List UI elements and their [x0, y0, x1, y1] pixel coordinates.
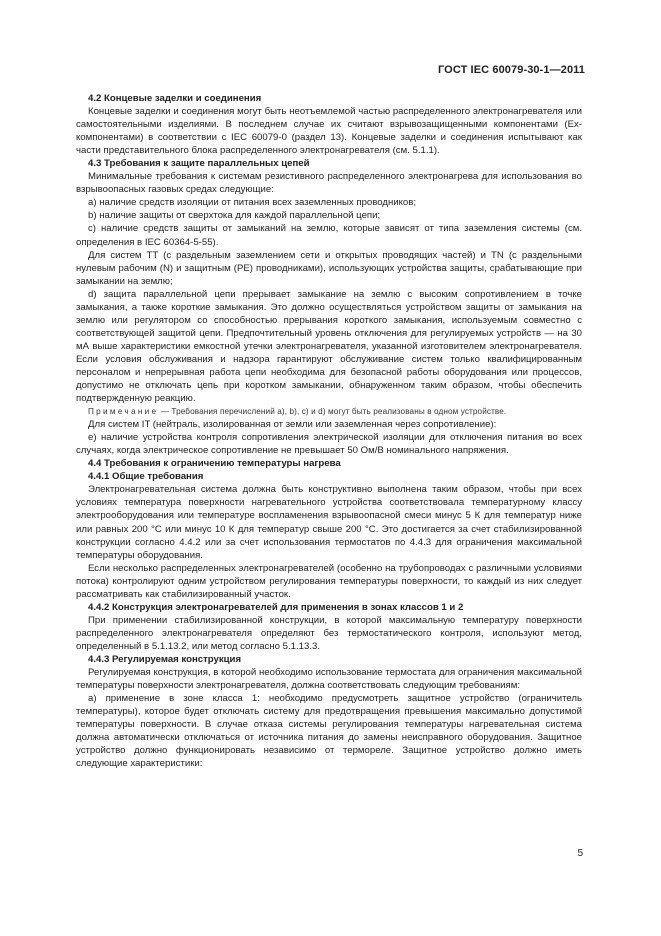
section-4-4-2-paragraph: При применении стабилизированной конструкции, в которой максимальную температуру поверхности распределенного электронагревателя определяют без термостатического контроля, используют метод, определенный в 5.1.13.2, или метод согласно 5.1.13.3. — [76, 614, 582, 652]
section-4-4-heading: 4.4 Требования к ограничению температуры нагрева — [88, 458, 341, 470]
standard-designation: ГОСТ IEC 60079-30-1—2011 — [437, 64, 585, 76]
section-4-3-heading: 4.3 Требования к защите параллельных цепей — [88, 158, 310, 170]
note-text: — Требования перечислений a), b), c) и d) могут быть реализованы в одном устройстве. — [158, 407, 507, 417]
section-4-4-3-item-a: a) применение в зоне класса 1: необходимо предусмотреть защитное устройство (ограничитель температуры), которое будет отключать систему для предотвращения превышения максимально допустимой температуры поверхности. В случае отказа системы регулирования температуры нагревательная система должна автоматически отключаться от источника питания до замены неисправного оборудования. Защитное устройство должно функционировать независимо от термореле. Защитное устройство должно иметь следующие характеристики: — [76, 693, 582, 770]
note — [76, 405, 582, 418]
section-4-3-intro: Минимальные требования к системам резистивного распределенного электронагрева для использования во взрывоопасных газовых средах следующие: — [76, 171, 582, 196]
section-4-2-paragraph: Концевые заделки и соединения могут быть неотъемлемой частью распределенного электронагревателя или самостоятельными изделиями. В последнем случае их считают взрывозащищенными компонентами (Ex-компонентами) в соответствии с IEC 60079-0 (раздел 13). Концевые заделки и соединения испытывают как части представительного блока распределенного электронагревателя (см. 5.1.1). — [76, 106, 582, 157]
section-4-4-1-paragraph-2: Если несколько распределенных электронагревателей (особенно на трубопроводах с различными условиями потока) контролируют одним устройством регулирования температуры поверхности, то каждый из них следует рассматривать как стабилизированный участок. — [76, 562, 582, 600]
note-label: Примечание — [88, 407, 159, 417]
list-item-c: c) наличие средств защиты от замыканий на землю, которые зависят от типа заземления системы (см. определения в IEC 60364-5-55). — [76, 223, 582, 248]
section-4-4-1-paragraph-1: Электронагревательная система должна быть конструктивно выполнена таким образом, чтобы при всех условиях температура поверхности нагревательного устройства соответствовала температурному классу электрооборудования или температуре воспламенения взрывоопасной смеси минус 5 К для температур ниже или равных 200 °С или минус 10 К для температур свыше 200 °С. Это достигается за счет стабилизированной конструкции согласно 4.4.2 или за счет использования термостатов по 4.4.3 для ограничения максимальной температуры оборудования. — [76, 484, 582, 561]
section-4-4-3-heading: 4.4.3 Регулируемая конструкция — [88, 653, 242, 665]
document-body — [76, 92, 582, 770]
list-item-d: d) защита параллельной цепи прерывает замыкание на землю с высоким сопротивлением в точке замыкания, а также короткие замыкания. Это должно осуществляться устройством защиты от замыкания на землю или регулятором со способностью прерывания короткого замыкания, используемым совместно с соответствующей защитой цепи. Предпочтительный уровень отключения для регулируемых устройств — на 30 мА выше характеристики емкостной утечки электронагревателя, указанной изготовителем электронагревателя. Если условия обслуживания и надзора гарантируют обслуживание систем только квалифицированным персоналом и непрерывная работа цепи необходима для безопасной работы оборудования или процессов, допустимо не отключать цепь при коротком замыкании, обнаруженном таким образом, чтобы обеспечить подтвержденную реакцию. — [76, 288, 582, 405]
list-item-a: a) наличие средств изоляции от питания всех заземленных проводников; — [88, 197, 417, 209]
list-item-e: e) наличие устройства контроля сопротивления электрической изоляции для отключения питания во всех случаях, когда электрическое сопротивление не превышает 50 Ом/В номинального напряжения. — [76, 432, 582, 457]
section-4-4-1-heading: 4.4.1 Общие требования — [88, 471, 204, 483]
section-4-2-heading: 4.2 Концевые заделки и соединения — [88, 93, 262, 104]
it-systems-paragraph: Для систем IT (нейтраль, изолированная от земли или заземленная через сопротивление): — [88, 419, 497, 431]
section-4-4-2-heading: 4.4.2 Конструкция электронагревателей для применения в зонах классов 1 и 2 — [88, 601, 464, 613]
tt-tn-systems-paragraph: Для систем TT (с раздельным заземлением сети и открытых проводящих частей) и TN (с раздельными нулевым рабочим (N) и защитным (PE) проводниками), использующих устройства защиты, срабатывающие при замыкании на землю; — [76, 249, 582, 287]
list-item-b: b) наличие защиты от сверхтока для каждой параллельной цепи; — [88, 210, 381, 222]
page-number: 5 — [577, 848, 583, 859]
section-4-4-3-paragraph: Регулируемая конструкция, в которой необходимо использование термостата для ограничения максимальной температуры поверхности электронагревателя, должна соответствовать следующим требованиям: — [76, 667, 582, 692]
